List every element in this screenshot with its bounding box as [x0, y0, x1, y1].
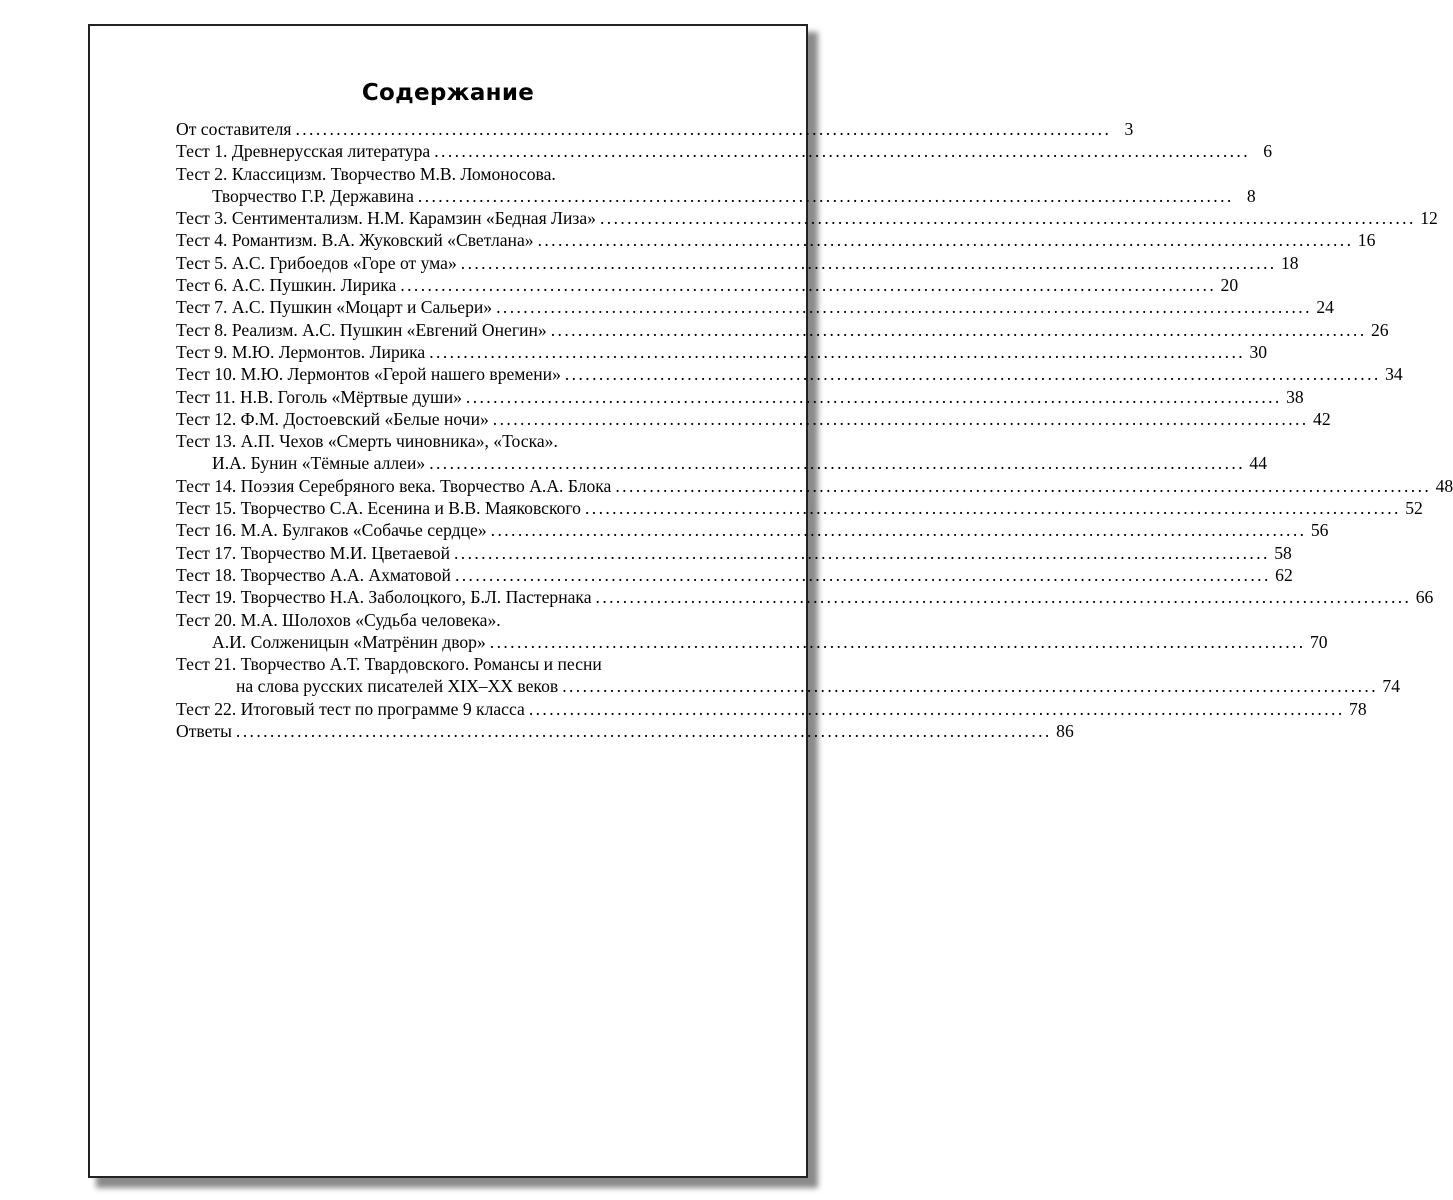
toc-page-number: 34: [1385, 364, 1403, 385]
toc-leader-dots: ........................................................................................................................: [460, 252, 1277, 273]
toc-page-number: 3: [1124, 119, 1134, 139]
toc-leader-dots: ........................................................................................................................: [417, 185, 1234, 206]
toc-entry-title: Тест 3. Сентиментализм. Н.М. Карамзин «Бедная Лиза»: [176, 208, 596, 229]
toc-entry-title: Тест 1. Древнерусская литература: [176, 141, 431, 162]
toc-entry: [176, 475, 1453, 497]
toc-entry-title: Тест 7. А.С. Пушкин «Моцарт и Сальери»: [176, 297, 493, 318]
toc-leader-dots: ........................................................................................................................: [429, 453, 1245, 474]
document-page: [88, 24, 1453, 1178]
toc-leader-dots: ........................................................................................................................: [490, 520, 1307, 541]
toc-entry: [176, 163, 724, 185]
toc-leader-dots: ........................................................................................................................: [453, 542, 1270, 563]
toc-entry: [176, 386, 1304, 408]
toc-page-number: 66: [1415, 587, 1434, 608]
toc-entry-title: Тест 12. Ф.М. Достоевский «Белые ночи»: [176, 408, 489, 429]
toc-leader-dots: ........................................................................................................................: [454, 564, 1271, 585]
toc-entry-title: От составителя: [176, 119, 292, 139]
toc-page-number: 8: [1246, 185, 1256, 206]
toc-page-number: 58: [1274, 542, 1292, 563]
toc-page-number: 86: [1056, 721, 1074, 742]
toc-page-number: 26: [1370, 319, 1389, 340]
toc-entry-title: Тест 13. А.П. Чехов «Смерть чиновника», «Тоска».: [176, 431, 558, 452]
toc-page-number: 6: [1263, 141, 1273, 162]
toc-entry-continuation: [176, 185, 1256, 207]
toc-entry-title: Тест 14. Поэзия Серебряного века. Творчество А.А. Блока: [176, 475, 612, 496]
toc-page-number: 56: [1310, 520, 1329, 541]
toc-entry: [176, 564, 1293, 586]
toc-leader-dots: ........................................................................................................................: [465, 386, 1282, 407]
toc-entry-continuation: [176, 452, 1267, 474]
toc-entry: [176, 408, 1331, 430]
toc-entry: [176, 319, 1389, 341]
toc-page-number: 24: [1316, 297, 1334, 318]
toc-entry: [176, 653, 724, 675]
toc-entry-continuation: [176, 631, 1328, 653]
toc-leader-dots: ........................................................................................................................: [537, 230, 1354, 251]
toc-page-number: 42: [1313, 408, 1331, 429]
toc-entry-title: Тест 17. Творчество М.И. Цветаевой: [176, 542, 450, 563]
table-of-contents: [176, 118, 1453, 742]
toc-leader-dots: ........................................................................................................................: [235, 721, 1052, 742]
toc-entry: [176, 274, 1239, 296]
toc-page-number: 38: [1286, 386, 1304, 407]
toc-entry-title: Ответы: [176, 721, 232, 742]
toc-entry: [176, 207, 1438, 229]
toc-leader-dots: ........................................................................................................................: [550, 319, 1367, 340]
toc-leader-dots: ........................................................................................................................: [492, 408, 1309, 429]
toc-entry: [176, 296, 1334, 318]
toc-entry: [176, 229, 1376, 251]
toc-entry: [176, 698, 1367, 720]
toc-entry-title: на слова русских писателей XIX–XX веков: [236, 676, 559, 697]
toc-entry-title: Тест 8. Реализм. А.С. Пушкин «Евгений Онегин»: [176, 319, 547, 340]
toc-entry: [176, 430, 724, 452]
toc-leader-dots: ........................................................................................................................: [528, 698, 1345, 719]
toc-page-number: 16: [1357, 230, 1376, 251]
toc-entry: [176, 519, 1329, 541]
toc-entry: [176, 609, 724, 631]
toc-entry-title: Тест 6. А.С. Пушкин. Лирика: [176, 275, 397, 296]
toc-page-number: 18: [1281, 252, 1299, 273]
toc-entry: [176, 586, 1434, 608]
page-title: Содержание: [361, 80, 535, 106]
toc-page-number: 52: [1405, 498, 1423, 519]
toc-leader-dots: ........................................................................................................................: [295, 119, 1112, 139]
toc-entry-title: Тест 2. Классицизм. Творчество М.В. Ломоносова.: [176, 163, 556, 184]
toc-page-number: 62: [1275, 564, 1293, 585]
toc-entry: [176, 140, 1273, 162]
toc-page-number: 44: [1249, 453, 1267, 474]
toc-leader-dots: ........................................................................................................................: [489, 631, 1306, 652]
toc-entry-title: Тест 16. М.А. Булгаков «Собачье сердце»: [176, 520, 487, 541]
toc-entry-title: Тест 5. А.С. Грибоедов «Горе от ума»: [176, 252, 457, 273]
toc-page-number: 20: [1220, 275, 1239, 296]
toc-page-number: 70: [1310, 631, 1328, 652]
toc-entry-title: Тест 15. Творчество С.А. Есенина и В.В. Маяковского: [176, 498, 581, 519]
toc-page-number: 30: [1249, 341, 1268, 362]
toc-entry: [176, 497, 1423, 519]
toc-entry: [176, 341, 1268, 363]
toc-entry-title: И.А. Бунин «Тёмные аллеи»: [212, 453, 426, 474]
toc-entry-title: Тест 21. Творчество А.Т. Твардовского. Романсы и песни: [176, 654, 602, 675]
toc-leader-dots: ........................................................................................................................: [400, 275, 1217, 296]
toc-entry: [176, 363, 1403, 385]
toc-page-number: 74: [1382, 676, 1400, 697]
toc-leader-dots: ........................................................................................................................: [562, 676, 1378, 697]
toc-page-number: 78: [1349, 698, 1367, 719]
toc-entry-title: Тест 4. Романтизм. В.А. Жуковский «Светлана»: [176, 230, 534, 251]
toc-entry-title: Тест 18. Творчество А.А. Ахматовой: [176, 564, 451, 585]
toc-entry-title: Тест 20. М.А. Шолохов «Судьба человека».: [176, 609, 501, 630]
toc-leader-dots: ........................................................................................................................: [615, 475, 1432, 496]
toc-entry-title: А.И. Солженицын «Матрёнин двор»: [212, 631, 486, 652]
toc-leader-dots: ........................................................................................................................: [599, 208, 1416, 229]
toc-entry: [176, 720, 1074, 742]
toc-leader-dots: ........................................................................................................................: [434, 141, 1251, 162]
toc-entry-title: Тест 11. Н.В. Гоголь «Мёртвые души»: [176, 386, 462, 407]
toc-entry-continuation: [176, 675, 1400, 697]
toc-leader-dots: ........................................................................................................................: [496, 297, 1312, 318]
toc-leader-dots: ........................................................................................................................: [564, 364, 1381, 385]
toc-entry: [176, 118, 1134, 140]
toc-leader-dots: ........................................................................................................................: [429, 341, 1246, 362]
toc-leader-dots: ........................................................................................................................: [595, 587, 1412, 608]
toc-page-number: 12: [1420, 208, 1438, 229]
toc-entry: [176, 252, 1299, 274]
toc-entry-title: Тест 9. М.Ю. Лермонтов. Лирика: [176, 341, 426, 362]
toc-entry-title: Творчество Г.Р. Державина: [212, 185, 414, 206]
toc-page-number: 48: [1435, 475, 1453, 496]
toc-entry-title: Тест 22. Итоговый тест по программе 9 класса: [176, 698, 525, 719]
toc-entry-title: Тест 10. М.Ю. Лермонтов «Герой нашего времени»: [176, 364, 561, 385]
toc-entry-title: Тест 19. Творчество Н.А. Заболоцкого, Б.Л. Пастернака: [176, 587, 592, 608]
toc-entry: [176, 542, 1292, 564]
toc-leader-dots: ........................................................................................................................: [584, 498, 1401, 519]
